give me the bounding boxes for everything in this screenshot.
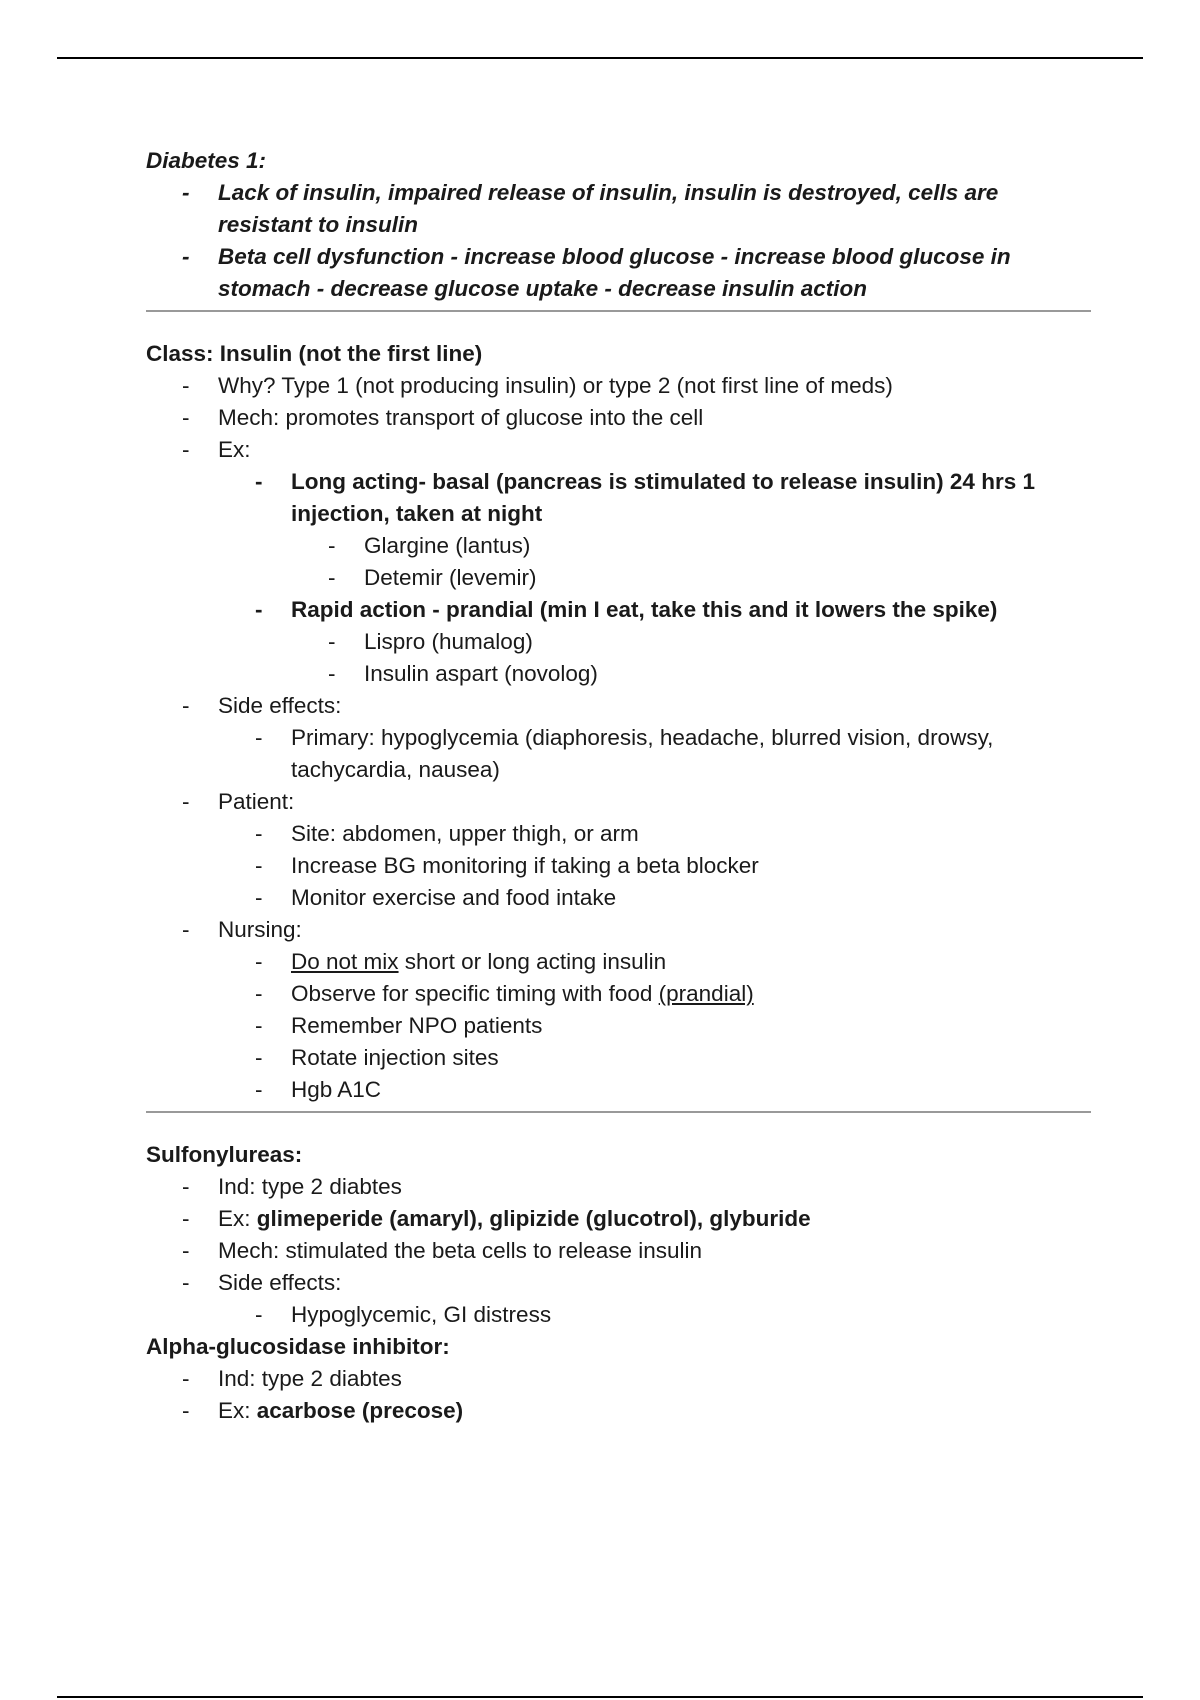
list-item: - Side effects: [182, 1270, 342, 1295]
list-item: - Site: abdomen, upper thigh, or arm [255, 821, 639, 846]
list-item: - Lack of insulin, impaired release of insulin, insulin is destroyed, cells are resistant to insulin [182, 180, 999, 237]
underlined-text: (prandial) [658, 981, 754, 1006]
list-item: - Ind: type 2 diabtes [182, 1366, 402, 1391]
bottom-page-rule [57, 1696, 1143, 1698]
sulfonylureas-list [146, 1171, 1091, 1331]
section-divider [146, 1111, 1091, 1113]
sulfonylureas-heading: Sulfonylureas: [146, 1142, 303, 1167]
list-item: - Beta cell dysfunction - increase blood glucose - increase blood glucose in stomach - decrease glucose uptake - decrease insulin action [182, 244, 1011, 301]
alpha-glucosidase-list [146, 1363, 1091, 1427]
list-item: - Ex: [182, 437, 251, 462]
list-item: - Glargine (lantus) [328, 533, 531, 558]
list-item: - Hypoglycemic, GI distress [255, 1302, 552, 1327]
top-page-rule [57, 57, 1143, 59]
list-item: - Monitor exercise and food intake [255, 885, 617, 910]
list-item: - Ex: acarbose (precose) [182, 1398, 464, 1423]
diabetes1-list [146, 177, 1091, 305]
list-item: - Rotate injection sites [255, 1045, 499, 1070]
list-item: - Increase BG monitoring if taking a beta blocker [255, 853, 759, 878]
list-item: - Ex: glimeperide (amaryl), glipizide (glucotrol), glyburide [182, 1206, 811, 1231]
list-item: - Ind: type 2 diabtes [182, 1174, 402, 1199]
notes-document [146, 145, 1091, 1427]
list-item: - Observe for specific timing with food (prandial) [255, 981, 754, 1006]
list-item: - Detemir (levemir) [328, 565, 537, 590]
insulin-list [146, 370, 1091, 1106]
list-item: - Remember NPO patients [255, 1013, 543, 1038]
list-item: - Nursing: [182, 917, 302, 942]
list-item: - Lispro (humalog) [328, 629, 533, 654]
list-item: - Long acting- basal (pancreas is stimulated to release insulin) 24 hrs 1 injection, taken at night [255, 469, 1035, 526]
list-item: - Insulin aspart (novolog) [328, 661, 598, 686]
alpha-glucosidase-heading: Alpha-glucosidase inhibitor: [146, 1334, 450, 1359]
diabetes1-heading: Diabetes 1: [146, 148, 267, 173]
list-item: - Patient: [182, 789, 295, 814]
list-item: - Primary: hypoglycemia (diaphoresis, headache, blurred vision, drowsy, tachycardia, nausea) [255, 725, 994, 782]
underlined-text: Do not mix [291, 949, 399, 974]
list-item: - Why? Type 1 (not producing insulin) or type 2 (not first line of meds) [182, 373, 893, 398]
list-item: - Hgb A1C [255, 1077, 382, 1102]
list-item: - Mech: stimulated the beta cells to release insulin [182, 1238, 703, 1263]
list-item: - Side effects: [182, 693, 342, 718]
list-item: - Rapid action - prandial (min I eat, take this and it lowers the spike) [255, 597, 998, 622]
list-item: - Do not mix short or long acting insulin [255, 949, 667, 974]
list-item: - Mech: promotes transport of glucose into the cell [182, 405, 704, 430]
section-divider [146, 310, 1091, 312]
insulin-heading: Class: Insulin (not the first line) [146, 341, 483, 366]
